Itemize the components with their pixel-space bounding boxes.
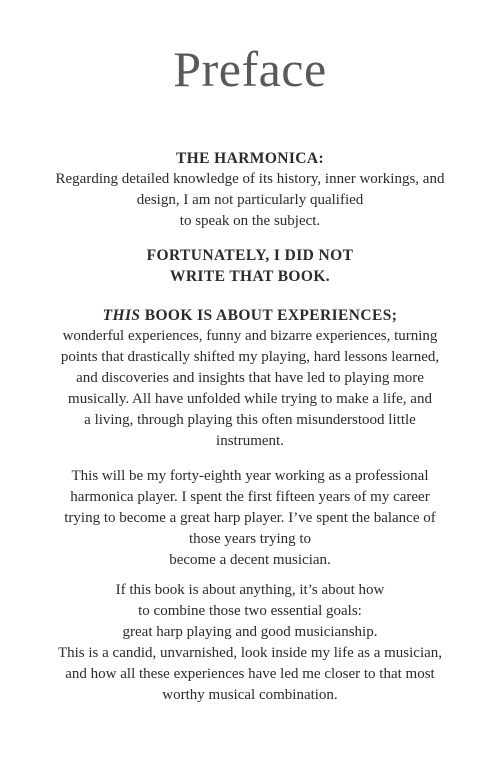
section-heading: [0, 305, 500, 326]
text-line: and how all these experiences have led me closer to that most: [65, 666, 435, 682]
text-line: instrument.: [216, 433, 284, 449]
heading-rest: BOOK IS ABOUT EXPERIENCES;: [140, 307, 398, 324]
text-line: to combine those two essential goals:: [138, 603, 362, 619]
text-line: and discoveries and insights that have led to playing more: [76, 370, 424, 386]
text-line: points that drastically shifted my playing, hard lessons learned,: [60, 349, 440, 365]
text-line: those years trying to: [188, 531, 312, 547]
section-fortunately: [0, 245, 500, 287]
section-career: [0, 466, 500, 571]
section-harmonica: [0, 148, 500, 232]
text-line: If this book is about anything, it’s about how: [115, 582, 385, 598]
text-line: This will be my forty-eighth year working as a professional: [71, 468, 429, 484]
text-line: a living, through playing this often misunderstood little: [84, 412, 416, 428]
heading-italic-word: THIS: [102, 307, 141, 324]
text-line: worthy musical combination.: [162, 687, 338, 703]
section-heading-line: FORTUNATELY, I DID NOT: [146, 247, 354, 264]
text-line: Regarding detailed knowledge of its history, inner workings, and: [55, 171, 445, 187]
text-line: harmonica player. I spent the first fifteen years of my career: [70, 489, 430, 505]
text-line: design, I am not particularly qualified: [136, 192, 364, 208]
text-line: become a decent musician.: [169, 552, 331, 568]
section-goals: [0, 580, 500, 706]
text-line: trying to become a great harp player. I’ve spent the balance of: [64, 510, 436, 526]
text-line: This is a candid, unvarnished, look inside my life as a musician,: [57, 645, 443, 661]
section-heading: THE HARMONICA:: [175, 150, 325, 167]
text-line: great harp playing and good musicianship.: [122, 624, 378, 640]
page-title: Preface: [173, 41, 327, 97]
section-heading-line: WRITE THAT BOOK.: [169, 268, 331, 285]
section-experiences: [0, 305, 500, 452]
text-line: wonderful experiences, funny and bizarre experiences, turning: [62, 328, 438, 344]
text-line: musically. All have unfolded while trying to make a life, and: [68, 391, 432, 407]
text-line: to speak on the subject.: [179, 213, 321, 229]
